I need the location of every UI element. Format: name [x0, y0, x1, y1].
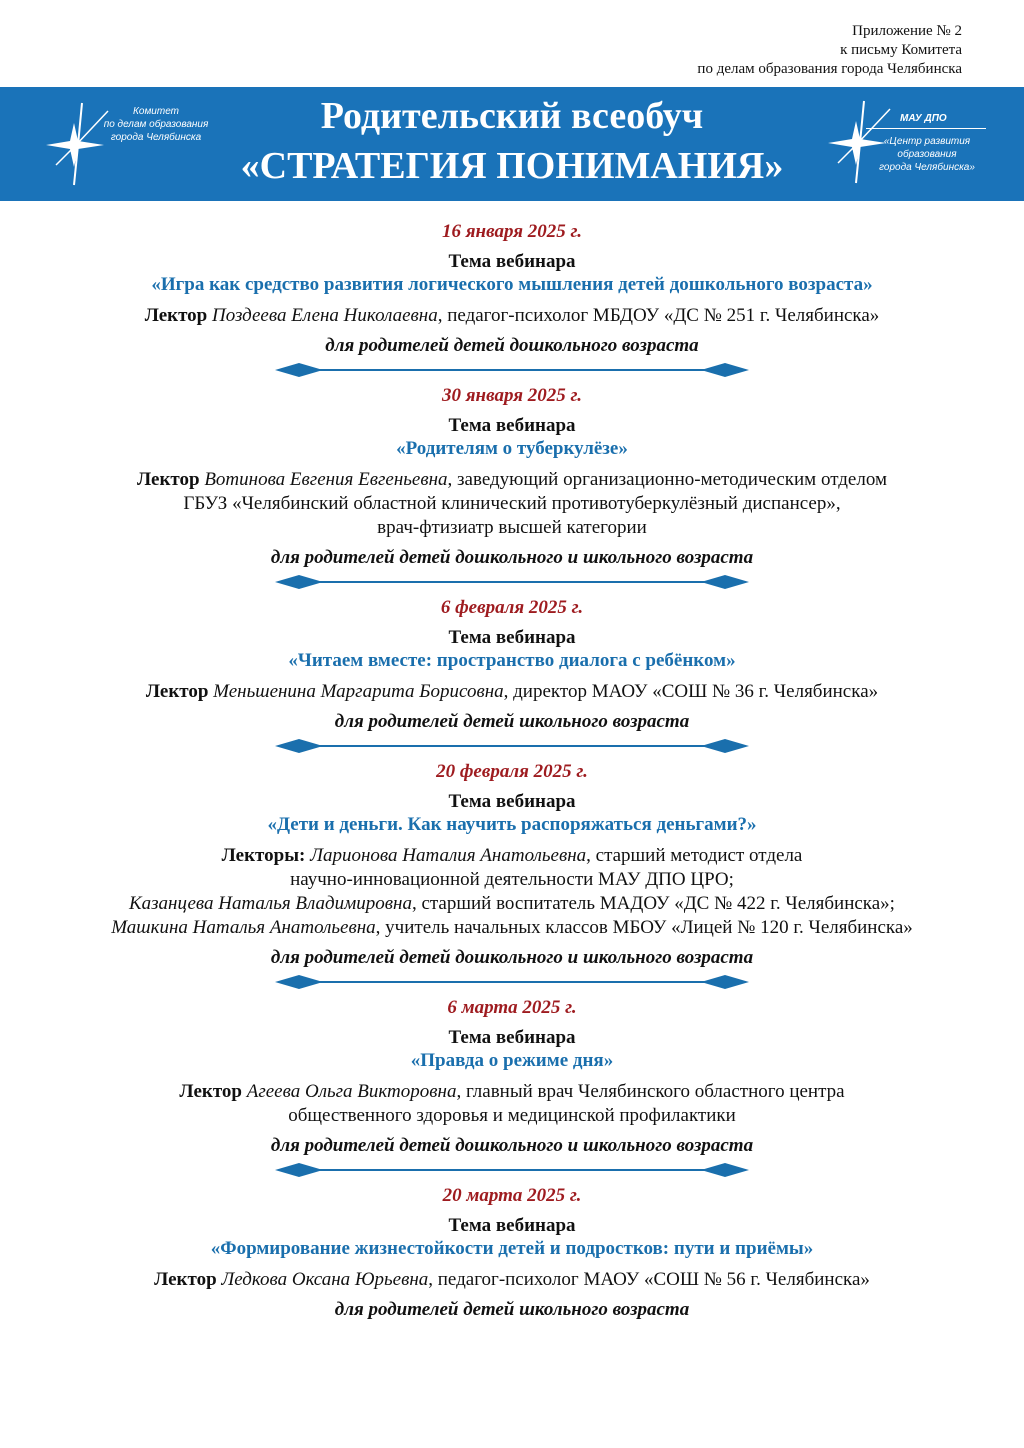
lecturer-line — [0, 1268, 1024, 1292]
event-label: Тема вебинара — [448, 1215, 576, 1236]
event-label: Тема вебинара — [448, 251, 576, 272]
lecturer-position: , старший методист отдела — [586, 845, 803, 866]
event-audience: для родителей детей школьного возраста — [334, 1299, 690, 1320]
divider-arrow-icon — [275, 738, 749, 754]
event-lecturers — [0, 844, 1024, 940]
event-block — [0, 759, 1024, 990]
divider-arrow-icon — [275, 974, 749, 990]
event-lecturers — [0, 1268, 1024, 1292]
center-logo-line-2: города Челябинска» — [879, 162, 975, 173]
event-date: 6 марта 2025 г. — [447, 997, 577, 1018]
lecturer-line — [0, 1080, 1024, 1104]
lecturer-position: , учитель начальных классов МБОУ «Лицей № 120 г. Челябинска» — [375, 917, 913, 938]
lecturer-line — [0, 516, 1024, 540]
event-date: 20 февраля 2025 г. — [436, 761, 588, 782]
divider-diamond-right — [701, 363, 749, 377]
lecturer-line — [0, 492, 1024, 516]
event-audience: для родителей детей школьного возраста — [334, 711, 690, 732]
divider-diamond-right — [701, 1163, 749, 1177]
center-logo-rule — [866, 128, 986, 129]
header-banner — [0, 87, 1024, 201]
appendix-note — [697, 22, 962, 79]
divider-diamond-left — [275, 575, 323, 589]
lecturer-name: Меньшенина Маргарита Борисовна — [213, 681, 504, 702]
event-topic: «Игра как средство развития логического мышления детей дошкольного возраста» — [151, 274, 873, 295]
appendix-line-2: к письму Комитета — [840, 42, 962, 58]
lecturer-position: ГБУЗ «Челябинский областной клинический противотуберкулёзный диспансер», — [183, 493, 841, 514]
divider-diamond-right — [701, 575, 749, 589]
event-audience: для родителей детей дошкольного и школьного возраста — [270, 547, 754, 568]
lecturer-line — [0, 680, 1024, 704]
center-logo-line-1: «Центр развития образования — [883, 136, 971, 160]
lecturer-position: , педагог-психолог МАОУ «СОШ № 56 г. Челябинска» — [428, 1269, 870, 1290]
lecturer-position: врач-фтизиатр высшей категории — [377, 517, 647, 538]
lecturer-position: научно-инновационной деятельности МАУ ДПО ЦРО; — [290, 869, 734, 890]
lecturer-role-label: Лектор — [137, 469, 205, 490]
event-date: 6 февраля 2025 г. — [440, 597, 584, 618]
lecturer-name: Вотинова Евгения Евгеньевна — [204, 469, 448, 490]
lecturer-name: Ларионова Наталия Анатольевна — [310, 845, 587, 866]
lecturer-line — [0, 304, 1024, 328]
event-label: Тема вебинара — [448, 415, 576, 436]
event-label: Тема вебинара — [448, 791, 576, 812]
appendix-line-1: Приложение № 2 — [852, 23, 962, 39]
divider-arrow-icon — [275, 362, 749, 378]
event-block — [0, 595, 1024, 754]
events-list — [0, 214, 1024, 1323]
lecturer-line — [0, 916, 1024, 940]
lecturer-position: , главный врач Челябинского областного центра — [456, 1081, 845, 1102]
lecturer-position: общественного здоровья и медицинской профилактики — [288, 1105, 736, 1126]
lecturer-name: Поздеева Елена Николаевна — [212, 305, 438, 326]
event-date: 30 января 2025 г. — [442, 385, 582, 406]
event-topic: «Родителям о туберкулёзе» — [396, 438, 628, 459]
banner-title-line-1: Родительский всеобуч — [320, 95, 704, 137]
divider-diamond-left — [275, 975, 323, 989]
event-lecturers — [0, 680, 1024, 704]
lecturer-line — [0, 844, 1024, 868]
appendix-line-3: по делам образования города Челябинска — [697, 61, 962, 77]
divider-diamond-left — [275, 363, 323, 377]
event-topic: «Дети и деньги. Как научить распоряжаться деньгами?» — [267, 814, 757, 835]
event-block — [0, 1183, 1024, 1323]
lecturer-name: Ледкова Оксана Юрьевна — [221, 1269, 429, 1290]
event-label: Тема вебинара — [448, 1027, 576, 1048]
event-block — [0, 219, 1024, 378]
lecturer-name: Агеева Ольга Викторовна — [246, 1081, 457, 1102]
lecturer-line — [0, 468, 1024, 492]
lecturer-position: , старший воспитатель МАДОУ «ДС № 422 г. Челябинска»; — [411, 893, 895, 914]
lecturer-position: , педагог-психолог МБДОУ «ДС № 251 г. Челябинска» — [437, 305, 880, 326]
divider-line — [295, 581, 729, 583]
lecturer-name: Казанцева Наталья Владимировна — [129, 893, 412, 914]
center-logo-text — [862, 135, 992, 174]
event-block — [0, 995, 1024, 1178]
event-block — [0, 383, 1024, 590]
event-topic: «Правда о режиме дня» — [410, 1050, 614, 1071]
lecturer-position: , директор МАОУ «СОШ № 36 г. Челябинска» — [503, 681, 879, 702]
lecturer-position: , заведующий организационно-методическим отделом — [447, 469, 887, 490]
divider-line — [295, 369, 729, 371]
divider-line — [295, 745, 729, 747]
lecturer-role-label: Лекторы: — [221, 845, 311, 866]
committee-logo-line-1: Комитет — [133, 106, 179, 117]
lecturer-role-label: Лектор — [179, 1081, 247, 1102]
lecturer-name: Машкина Наталья Анатольевна — [111, 917, 376, 938]
event-lecturers — [0, 304, 1024, 328]
committee-logo-line-3: города Челябинска — [110, 132, 202, 143]
divider-diamond-left — [275, 1163, 323, 1177]
event-audience: для родителей детей дошкольного и школьного возраста — [270, 947, 754, 968]
center-logo — [826, 99, 1001, 185]
event-label: Тема вебинара — [448, 627, 576, 648]
committee-logo-line-2: по делам образования — [103, 119, 209, 130]
event-lecturers — [0, 468, 1024, 540]
divider-diamond-right — [701, 739, 749, 753]
event-topic: «Формирование жизнестойкости детей и подростков: пути и приёмы» — [210, 1238, 814, 1259]
event-date: 16 января 2025 г. — [442, 221, 582, 242]
lecturer-line — [0, 868, 1024, 892]
lecturer-role-label: Лектор — [145, 681, 214, 702]
lecturer-role-label: Лектор — [154, 1269, 222, 1290]
divider-line — [295, 1169, 729, 1171]
divider-line — [295, 981, 729, 983]
divider-arrow-icon — [275, 574, 749, 590]
event-date: 20 марта 2025 г. — [442, 1185, 582, 1206]
divider-diamond-right — [701, 975, 749, 989]
lecturer-role-label: Лектор — [144, 305, 212, 326]
divider-arrow-icon — [275, 1162, 749, 1178]
event-audience: для родителей детей дошкольного возраста — [325, 335, 699, 356]
center-logo-tag: МАУ ДПО — [900, 113, 947, 124]
event-topic: «Читаем вместе: пространство диалога с ребёнком» — [288, 650, 736, 671]
lecturer-line — [0, 892, 1024, 916]
banner-title-line-2: «СТРАТЕГИЯ ПОНИМАНИЯ» — [240, 145, 784, 187]
event-audience: для родителей детей дошкольного и школьного возраста — [270, 1135, 754, 1156]
lecturer-line — [0, 1104, 1024, 1128]
event-lecturers — [0, 1080, 1024, 1128]
divider-diamond-left — [275, 739, 323, 753]
